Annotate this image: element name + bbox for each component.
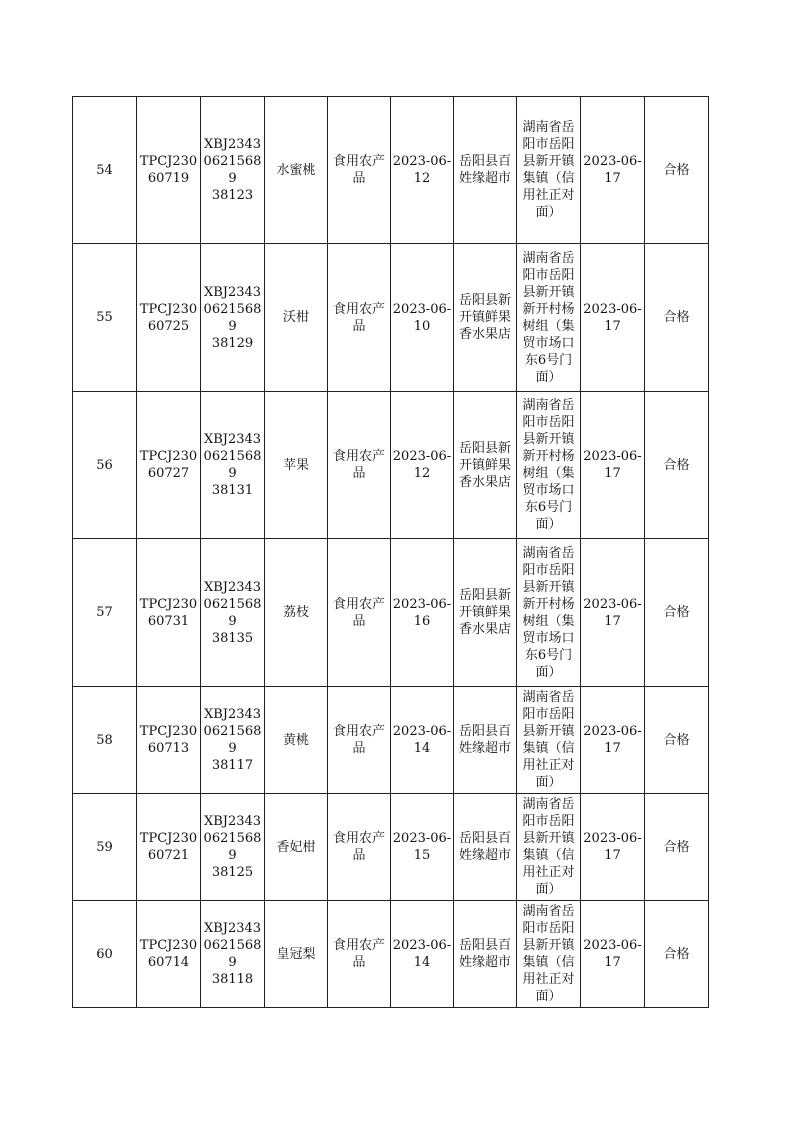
seller-name-line: 开镇鲜果: [458, 605, 511, 620]
inspection-date-line: 2023-06-: [583, 938, 642, 953]
seller-address-line: 新开村杨: [522, 301, 575, 317]
seller-name-line: 岳阳县百: [458, 154, 511, 169]
report-code-line: 38125: [211, 865, 254, 880]
report-code-line: XBJ2343: [203, 137, 262, 152]
sample-code-cell: [137, 392, 201, 539]
result-cell: 合格: [645, 687, 709, 794]
inspection-date-line: 2023-06-: [583, 596, 642, 612]
seller-name-cell: [454, 244, 517, 392]
sample-code-line: TPCJ230: [139, 596, 198, 612]
report-code-line: 06215689: [203, 449, 262, 481]
product-name-cell: 黄桃: [265, 687, 328, 794]
seller-name-cell: [454, 97, 517, 244]
category-line: 品: [352, 171, 366, 186]
seller-address-line: 县新开镇: [522, 432, 575, 447]
seller-address-line: 湖南省岳: [522, 690, 575, 705]
row-number-cell: 59: [73, 794, 137, 901]
inspection-date-cell: [581, 794, 645, 901]
seller-name-cell: [454, 901, 517, 1008]
seller-name-line: 开镇鲜果: [458, 457, 511, 473]
inspection-date-line: 17: [604, 466, 621, 481]
category-cell: [328, 901, 391, 1008]
seller-name-line: 姓缘超市: [458, 741, 511, 756]
seller-address-line: 湖南省岳: [522, 545, 575, 561]
category-cell: [328, 392, 391, 539]
table-row: [73, 687, 709, 794]
sample-code-line: TPCJ230: [139, 724, 198, 739]
category-line: 品: [352, 466, 366, 481]
inspection-date-cell: [581, 901, 645, 1008]
report-code-cell: [201, 901, 265, 1008]
sample-code-cell: [137, 97, 201, 244]
category-line: 食用农产: [332, 154, 385, 169]
inspection-date-line: 2023-06-: [583, 831, 642, 846]
seller-name-line: 岳阳县百: [458, 724, 511, 739]
seller-name-line: 岳阳县百: [458, 938, 511, 953]
report-code-line: 06215689: [203, 154, 262, 186]
production-date-line: 12: [413, 466, 431, 481]
report-code-cell: [201, 539, 265, 687]
report-code-cell: [201, 244, 265, 392]
inspection-date-line: 2023-06-: [583, 301, 642, 317]
row-number-cell: 56: [73, 392, 137, 539]
row-number-cell: 60: [73, 901, 137, 1008]
production-date-line: 10: [413, 318, 431, 334]
report-code-line: 38123: [211, 188, 254, 203]
seller-address-line: 东6号门: [524, 352, 573, 368]
inspection-date-cell: [581, 97, 645, 244]
report-code-line: XBJ2343: [203, 432, 262, 447]
seller-address-line: 贸市场口: [522, 630, 575, 646]
sample-code-line: 60713: [147, 741, 190, 756]
seller-address-cell: [517, 392, 581, 539]
production-date-line: 2023-06-: [392, 596, 452, 612]
seller-address-cell: [517, 244, 581, 392]
sample-code-line: 60727: [147, 466, 190, 481]
inspection-date-line: 17: [604, 171, 621, 186]
sample-code-line: TPCJ230: [139, 301, 198, 317]
result-cell: 合格: [645, 392, 709, 539]
seller-address-line: 用社正对: [522, 188, 575, 203]
seller-address-line: 湖南省岳: [522, 904, 575, 919]
result-cell: 合格: [645, 97, 709, 244]
production-date-cell: [391, 244, 454, 392]
seller-address-line: 湖南省岳: [522, 398, 575, 413]
report-code-cell: [201, 687, 265, 794]
seller-address-line: 树组（集: [522, 613, 575, 629]
category-cell: [328, 97, 391, 244]
inspection-date-cell: [581, 687, 645, 794]
seller-address-line: 面）: [535, 664, 562, 680]
seller-address-cell: [517, 539, 581, 687]
product-name-cell: 荔枝: [265, 539, 328, 687]
seller-address-line: 新开村杨: [522, 449, 575, 464]
sample-code-line: 60719: [147, 171, 190, 186]
sample-code-line: TPCJ230: [139, 831, 198, 846]
report-code-line: 38131: [211, 483, 254, 498]
seller-address-line: 湖南省岳: [522, 797, 575, 812]
sample-code-line: TPCJ230: [139, 154, 198, 169]
production-date-cell: [391, 97, 454, 244]
table-row: [73, 392, 709, 539]
table-body: [73, 97, 709, 1008]
seller-address-line: 阳市岳阳: [522, 814, 575, 829]
seller-address-line: 面）: [535, 517, 562, 532]
seller-address-line: 县新开镇: [522, 579, 575, 595]
report-code-line: XBJ2343: [203, 284, 262, 300]
seller-address-line: 集镇（信: [522, 171, 575, 186]
production-date-line: 14: [413, 741, 431, 756]
product-name-cell: 水蜜桃: [265, 97, 328, 244]
seller-address-line: 湖南省岳: [522, 250, 575, 266]
result-cell: 合格: [645, 539, 709, 687]
report-code-cell: [201, 97, 265, 244]
inspection-date-line: 2023-06-: [583, 449, 642, 464]
report-code-line: XBJ2343: [203, 921, 262, 936]
seller-address-line: 阳市岳阳: [522, 267, 575, 283]
report-code-line: 06215689: [203, 938, 262, 970]
seller-address-line: 集镇（信: [522, 741, 575, 756]
report-code-cell: [201, 392, 265, 539]
category-cell: [328, 687, 391, 794]
production-date-line: 2023-06-: [392, 831, 452, 846]
production-date-line: 2023-06-: [392, 724, 452, 739]
seller-name-line: 香水果店: [458, 622, 511, 637]
inspection-date-cell: [581, 244, 645, 392]
production-date-line: 12: [413, 171, 431, 186]
category-line: 食用农产: [332, 938, 385, 953]
seller-address-line: 湖南省岳: [522, 120, 575, 135]
inspection-date-line: 2023-06-: [583, 154, 642, 169]
production-date-cell: [391, 901, 454, 1008]
table-row: [73, 97, 709, 244]
sample-code-cell: [137, 901, 201, 1008]
production-date-line: 2023-06-: [392, 938, 452, 953]
seller-address-line: 县新开镇: [522, 831, 575, 846]
sample-code-cell: [137, 244, 201, 392]
inspection-date-cell: [581, 392, 645, 539]
report-code-line: 06215689: [203, 724, 262, 756]
seller-name-line: 岳阳县新: [458, 293, 511, 308]
seller-address-line: 集镇（信: [522, 955, 575, 970]
table-row: [73, 244, 709, 392]
seller-name-line: 开镇鲜果: [458, 310, 511, 325]
production-date-cell: [391, 539, 454, 687]
seller-name-line: 岳阳县新: [458, 588, 511, 603]
report-code-line: XBJ2343: [203, 707, 262, 722]
seller-address-line: 集镇（信: [522, 848, 575, 863]
seller-address-cell: [517, 794, 581, 901]
row-number-cell: 55: [73, 244, 137, 392]
result-cell: 合格: [645, 901, 709, 1008]
seller-name-cell: [454, 539, 517, 687]
sample-code-cell: [137, 539, 201, 687]
sample-code-cell: [137, 794, 201, 901]
category-line: 食用农产: [332, 301, 385, 317]
production-date-cell: [391, 687, 454, 794]
table-row: [73, 794, 709, 901]
category-line: 品: [352, 848, 366, 863]
report-code-cell: [201, 794, 265, 901]
category-line: 食用农产: [332, 449, 385, 464]
report-code-line: 38118: [211, 972, 254, 987]
seller-name-line: 姓缘超市: [458, 848, 511, 863]
sample-code-cell: [137, 687, 201, 794]
category-line: 品: [352, 318, 366, 334]
row-number-cell: 54: [73, 97, 137, 244]
inspection-date-line: 2023-06-: [583, 724, 642, 739]
production-date-line: 15: [413, 848, 431, 863]
seller-name-line: 岳阳县百: [458, 831, 511, 846]
seller-address-line: 县新开镇: [522, 938, 575, 953]
inspection-date-cell: [581, 539, 645, 687]
seller-address-line: 阳市岳阳: [522, 562, 575, 578]
seller-address-line: 贸市场口: [522, 335, 575, 351]
product-name-cell: 香妃柑: [265, 794, 328, 901]
sample-code-line: TPCJ230: [139, 449, 198, 464]
seller-address-line: 县新开镇: [522, 154, 575, 169]
category-cell: [328, 244, 391, 392]
production-date-line: 16: [413, 613, 431, 629]
category-line: 品: [352, 613, 366, 629]
category-line: 品: [352, 955, 366, 970]
table-row: [73, 539, 709, 687]
seller-address-line: 阳市岳阳: [522, 921, 575, 936]
product-name-cell: 苹果: [265, 392, 328, 539]
category-line: 食用农产: [332, 724, 385, 739]
inspection-date-line: 17: [604, 741, 621, 756]
product-name-cell: 皇冠梨: [265, 901, 328, 1008]
production-date-line: 14: [413, 955, 431, 970]
inspection-results-table: [72, 96, 709, 1008]
report-code-line: 38135: [211, 630, 254, 646]
seller-address-line: 阳市岳阳: [522, 137, 575, 152]
seller-address-line: 面）: [535, 369, 562, 385]
seller-address-line: 树组（集: [522, 318, 575, 334]
product-name-cell: 沃柑: [265, 244, 328, 392]
seller-name-line: 岳阳县新: [458, 440, 511, 456]
seller-address-cell: [517, 901, 581, 1008]
seller-address-line: 阳市岳阳: [522, 707, 575, 722]
seller-name-line: 香水果店: [458, 327, 511, 342]
sample-code-line: 60731: [147, 613, 190, 629]
result-cell: 合格: [645, 794, 709, 901]
category-cell: [328, 794, 391, 901]
report-code-line: 06215689: [203, 596, 262, 629]
production-date-cell: [391, 392, 454, 539]
sample-code-line: 60721: [147, 848, 190, 863]
report-code-line: 06215689: [203, 831, 262, 863]
row-number-cell: 57: [73, 539, 137, 687]
seller-address-line: 树组（集: [522, 466, 575, 481]
seller-address-line: 新开村杨: [522, 596, 575, 612]
inspection-date-line: 17: [604, 613, 621, 629]
seller-address-line: 用社正对: [522, 865, 575, 880]
seller-name-line: 姓缘超市: [458, 171, 511, 186]
seller-address-line: 面）: [535, 989, 562, 1004]
seller-name-cell: [454, 392, 517, 539]
production-date-line: 2023-06-: [392, 449, 452, 464]
category-line: 品: [352, 741, 366, 756]
seller-address-line: 东6号门: [524, 647, 573, 663]
seller-address-line: 县新开镇: [522, 284, 575, 300]
sample-code-line: 60714: [147, 955, 190, 970]
seller-name-cell: [454, 687, 517, 794]
report-code-line: 06215689: [203, 301, 262, 334]
table-row: [73, 901, 709, 1008]
production-date-line: 2023-06-: [392, 301, 452, 317]
sample-code-line: TPCJ230: [139, 938, 198, 953]
seller-address-cell: [517, 687, 581, 794]
category-line: 食用农产: [332, 596, 385, 612]
report-code-line: 38117: [211, 758, 254, 773]
sample-code-line: 60725: [147, 318, 190, 334]
seller-address-line: 用社正对: [522, 758, 575, 773]
seller-address-cell: [517, 97, 581, 244]
production-date-cell: [391, 794, 454, 901]
seller-name-line: 香水果店: [458, 474, 511, 490]
seller-address-line: 面）: [535, 882, 562, 897]
inspection-date-line: 17: [604, 318, 621, 334]
seller-address-line: 东6号门: [524, 500, 573, 515]
seller-address-line: 贸市场口: [522, 483, 575, 498]
report-code-line: 38129: [211, 335, 254, 351]
seller-address-line: 用社正对: [522, 972, 575, 987]
result-cell: 合格: [645, 244, 709, 392]
seller-name-cell: [454, 794, 517, 901]
row-number-cell: 58: [73, 687, 137, 794]
inspection-date-line: 17: [604, 848, 621, 863]
category-cell: [328, 539, 391, 687]
production-date-line: 2023-06-: [392, 154, 452, 169]
seller-name-line: 姓缘超市: [458, 955, 511, 970]
report-code-line: XBJ2343: [203, 579, 262, 595]
category-line: 食用农产: [332, 831, 385, 846]
inspection-date-line: 17: [604, 955, 621, 970]
report-code-line: XBJ2343: [203, 814, 262, 829]
seller-address-line: 面）: [535, 205, 562, 220]
seller-address-line: 县新开镇: [522, 724, 575, 739]
seller-address-line: 面）: [535, 775, 562, 790]
seller-address-line: 阳市岳阳: [522, 415, 575, 430]
